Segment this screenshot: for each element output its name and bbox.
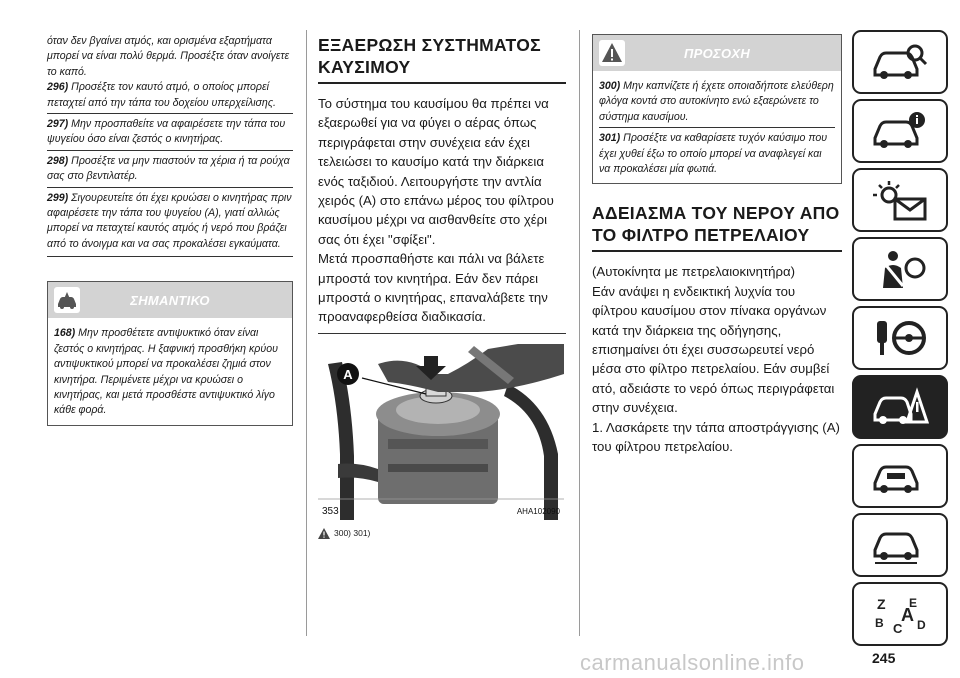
- page-number: 245: [872, 650, 896, 666]
- tab-index[interactable]: [852, 582, 948, 646]
- caution-title: ΠΡΟΣΟΧΗ: [683, 45, 751, 61]
- fuel-bleeding-paragraph-1: Το σύστημα του καυσίμου θα πρέπει να εξαερωθεί για να φύγει ο αέρας όπως περιγράφεται στην συνέχεια εάν έχει τελειώσει το καυσίμο κατά την διάρκεια ενός ταξιδιού. Λειτουργήστε την αντλία χειρός (A) στο επάνω μέρος του φίλτρου καυσίμου μέχρι να αισθανθείτε στο χέρι σας ότι έχει "σφίξει".: [318, 96, 554, 247]
- caution-item-300: [599, 79, 835, 125]
- caution-note-box: [592, 34, 842, 184]
- item-text: Σιγουρευτείτε ότι έχει κρυώσει ο κινητήρας πριν αφαιρέσετε την τάπα του ψυγείου (A), γιατί αλλιώς μπορεί να πεταχτεί καυτός ατμός ή νερό που βράζει από το άνοιγμα και να σας προκαλέσει εγκαύματα.: [47, 191, 292, 250]
- caution-item-301: [599, 131, 835, 177]
- car-magnifier-icon: [871, 41, 929, 83]
- column-divider-right: [579, 30, 580, 636]
- item-number: 300): [599, 80, 621, 92]
- important-title: ΣΗΜΑΝΤΙΚΟ: [130, 292, 210, 308]
- item-text: Μην καπνίζετε ή έχετε οποιαδήποτε ελεύθερη φλόγα κοντά στο αυτοκίνητο ενώ εξαερώνετε το σύστημα καυσίμου.: [599, 80, 834, 123]
- item-number: 168): [54, 327, 76, 340]
- warning-item-297: [47, 117, 293, 148]
- item-text: Μην προσπαθείτε να αφαιρέσετε την τάπα του ψυγείου όσο είναι ζεστός ο κινητήρας.: [47, 118, 286, 146]
- warning-item-299: [47, 191, 293, 253]
- item-number: 296): [47, 81, 69, 94]
- fuel-filter-illustration: [318, 344, 564, 520]
- item-divider: [599, 127, 835, 128]
- figure-label-a: A: [343, 366, 353, 382]
- left-column: [47, 34, 293, 426]
- warning-item-298: [47, 154, 293, 185]
- tab-starting-driving[interactable]: [852, 306, 948, 370]
- tab-safety[interactable]: [852, 237, 948, 301]
- reference-numbers: 300) 301): [334, 528, 371, 539]
- title-rule: [318, 82, 566, 84]
- water-drain-step-1: 1. Λασκάρετε την τάπα αποστράγγισης (A) του φίλτρου πετρελαίου.: [592, 419, 840, 455]
- figure-references: [318, 528, 566, 539]
- tab-car-overview[interactable]: [852, 30, 948, 94]
- item-text: Προσέξτε να μην πιαστούν τα χέρια ή τα ρούχα σας στο βεντιλατέρ.: [47, 154, 290, 183]
- section-end-rule: [47, 256, 293, 257]
- figure-code: AHA102090: [516, 506, 560, 516]
- water-drain-subtitle: (Αυτοκίνητα με πετρελαιοκινητήρα): [592, 264, 796, 280]
- important-item: [54, 326, 286, 418]
- alphabet-index-icon: [871, 593, 929, 635]
- section-title-fuel-bleeding: ΕΞΑΕΡΩΣΗ ΣΥΣΤΗΜΑΤΟΣ ΚΑΥΣΙΜΟΥ: [318, 35, 541, 77]
- water-drain-paragraph: Εάν ανάψει η ενδεικτική λυχνία του φίλτρου καυσίμου στον πίνακα οργάνων κατά την διάρκεια της οδήγησης, επισημαίνει ότι έχει συσσωρευτεί νερό μέσα στο φίλτρο πετρελαίου. Εάν συμβεί ατό, αδειάστε το νερό όπως περιγράφεται στην συνέχεια.: [592, 283, 835, 416]
- item-number: 299): [47, 191, 69, 204]
- svg-text:C: C: [893, 621, 903, 635]
- svg-text:E: E: [909, 596, 918, 610]
- section-title-water-drain: ΑΔΕΙΑΣΜΑ ΤΟΥ ΝΕΡΟΥ ΑΠΟ ΤΟ ΦΙΛΤΡΟ ΠΕΤΡΕΛΑΙΟΥ: [592, 203, 840, 246]
- important-note-body: [48, 318, 292, 424]
- item-divider: [47, 187, 293, 188]
- key-steering-wheel-icon: [871, 317, 929, 359]
- car-info-icon: [871, 110, 929, 152]
- watermark: carmanualsonline.info: [580, 650, 805, 675]
- figure-top-rule: [318, 333, 566, 334]
- svg-text:B: B: [875, 616, 884, 630]
- fuel-bleeding-paragraph-2: Μετά προσπαθήστε και πάλι να βάλετε μπροστά τον κινητήρα. Εάν δεν πάρει μπροστά ο κινητήρας, επαναλάβετε την προαναφερθείσα διαδικασία.: [318, 251, 548, 325]
- intro-paragraph: όταν δεν βγαίνει ατμός, και ορισμένα εξαρτήματα μπορεί να είναι πολύ θερμά. Προσέξτε όταν ανοίγετε το καπό.: [47, 35, 290, 78]
- tab-emergency[interactable]: [852, 375, 948, 439]
- seatbelt-airbag-icon: [871, 248, 929, 290]
- car-breakdown-icon: [871, 386, 929, 428]
- item-text: Μην προσθέτετε αντιψυκτικό όταν είναι ζεστός ο κινητήρας. Η ξαφνική προσθήκη κρύου αντιψυκτικού μπορεί να προκαλέσει ζημιά στον κινητήρα. Περιμένετε μέχρι να κρυώσει ο κινητήρας, και μετά προσθέστε αντιψυκτικό λίγο κάθε φορά.: [54, 327, 278, 417]
- fuel-filter-figure: [318, 344, 564, 520]
- figure-number: 353: [322, 505, 339, 517]
- column-divider-left: [306, 30, 307, 636]
- caution-note-body: [593, 71, 841, 183]
- car-specs-icon: [871, 524, 929, 566]
- car-service-icon: [871, 455, 929, 497]
- item-text: Προσέξτε τον καυτό ατμό, ο οποίος μπορεί πεταχτεί από την τάπα του δοχείου υπερχείλισης.: [47, 81, 276, 109]
- warning-triangle-icon: [318, 528, 330, 539]
- warning-light-envelope-icon: [871, 179, 929, 221]
- item-number: 301): [599, 132, 621, 145]
- warning-exclamation-icon: [599, 40, 625, 66]
- warning-item-296: [47, 80, 293, 111]
- item-number: 297): [47, 118, 69, 131]
- item-divider: [47, 113, 293, 114]
- item-number: 298): [47, 154, 69, 167]
- right-column: [592, 34, 842, 457]
- caution-note-header: [593, 35, 841, 71]
- tab-maintenance[interactable]: [852, 444, 948, 508]
- svg-text:A: A: [901, 605, 914, 625]
- item-text: Προσέξτε να καθαρίσετε τυχόν καύσιμο που έχει χυθεί έξω το οποίο μπορεί να αναφλεγεί και να προκαλέσει μία φωτιά.: [599, 132, 828, 176]
- tab-car-info[interactable]: [852, 99, 948, 163]
- svg-text:Z: Z: [877, 596, 886, 612]
- important-note-box: [47, 281, 293, 425]
- item-divider: [47, 150, 293, 151]
- important-note-header: [48, 282, 292, 318]
- car-caution-icon: [54, 287, 80, 313]
- svg-text:D: D: [917, 618, 926, 632]
- title-rule: [592, 250, 842, 252]
- tab-warning-lights[interactable]: [852, 168, 948, 232]
- chapter-tabs: [852, 30, 948, 651]
- middle-column: [318, 34, 566, 539]
- tab-technical-data[interactable]: [852, 513, 948, 577]
